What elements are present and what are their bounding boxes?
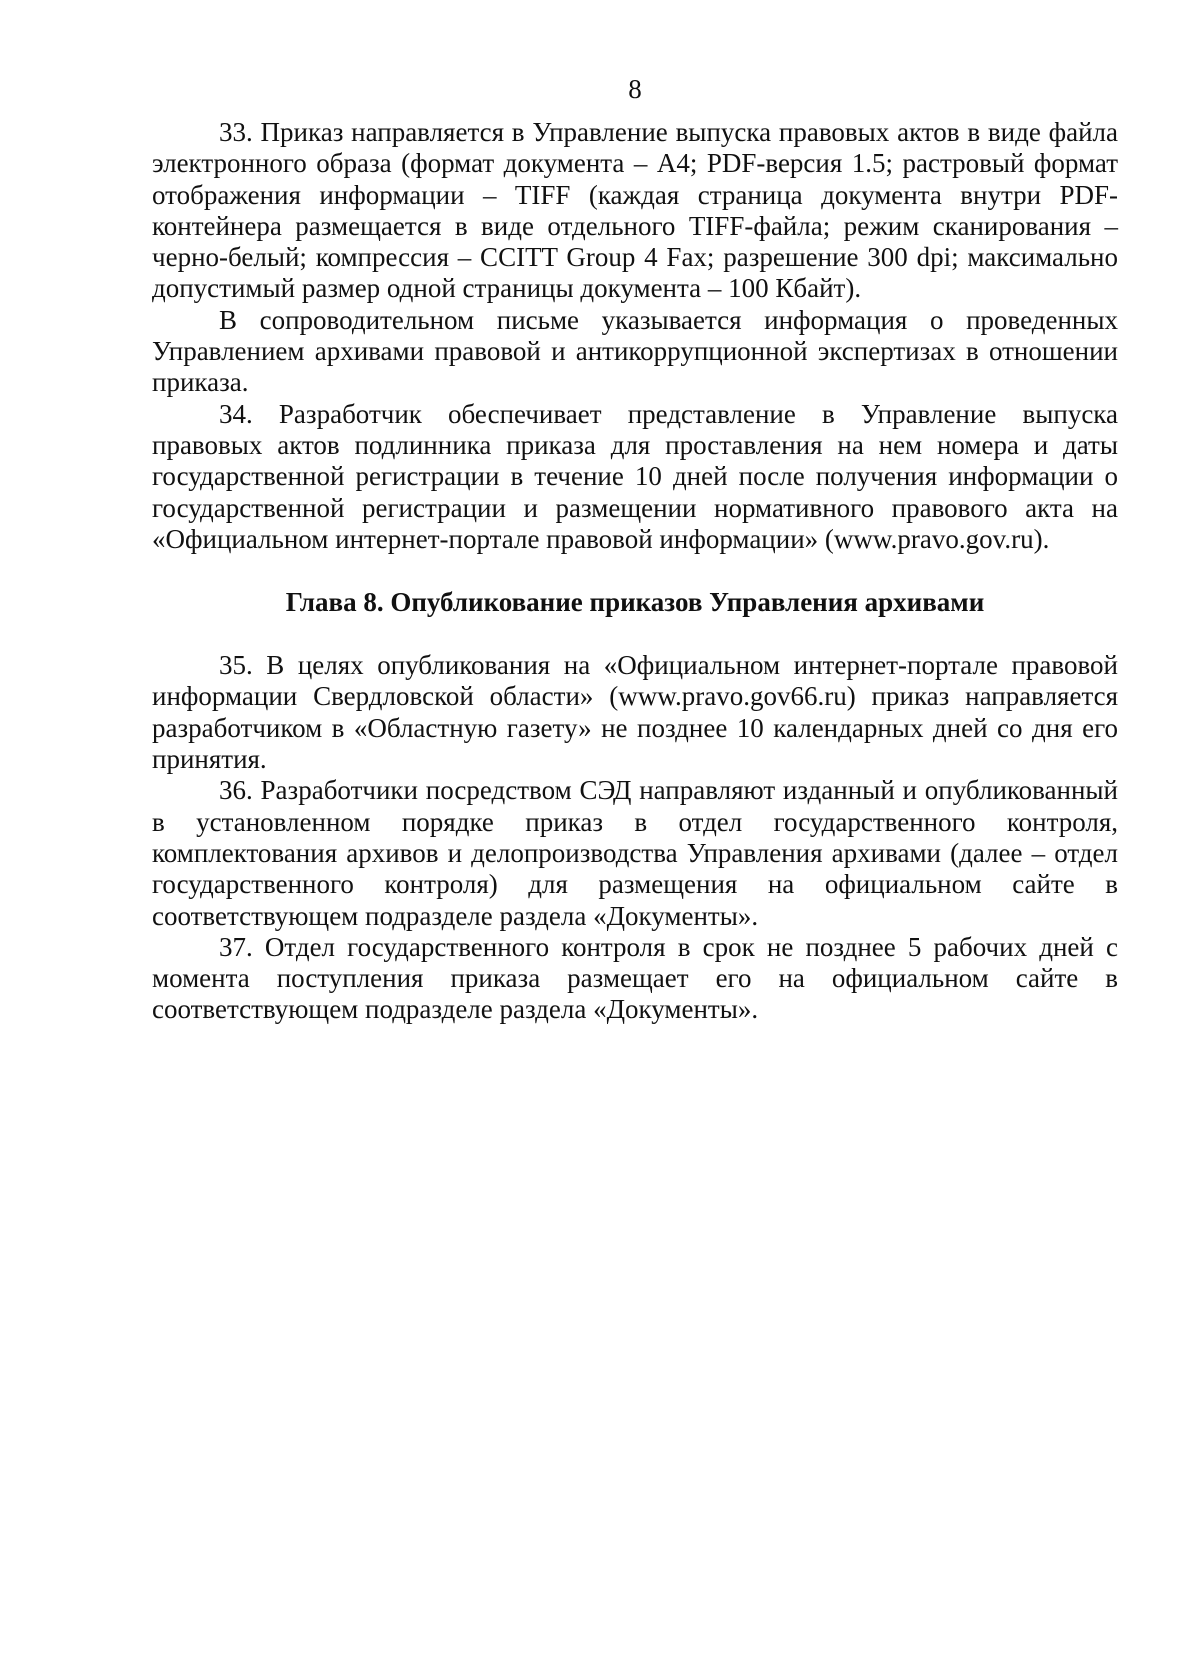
chapter-heading: Глава 8. Опубликование приказов Управления архивами [285, 587, 985, 618]
document-body [152, 117, 1118, 1026]
paragraph-35: 35. В целях опубликования на «Официальном интернет-портале правовой информации Свердловской области» (www.pravo.gov66.ru) приказ направляется разработчиком в «Областную газету» не позднее 10 календарных дней со дня его принятия. [152, 650, 1118, 775]
paragraph-36: 36. Разработчики посредством СЭД направляют изданный и опубликованный в установленном порядке приказ в отдел государственного контроля, комплектования архивов и делопроизводства Управления архивами (далее – отдел государственного контроля) для размещения на официальном сайте в соответствующем подразделе раздела «Документы». [152, 775, 1118, 931]
paragraph-34: 34. Разработчик обеспечивает представление в Управление выпуска правовых актов подлинника приказа для проставления на нем номера и даты государственной регистрации в течение 10 дней после получения информации о государственной регистрации и размещении нормативного правового акта на «Официальном интернет-портале правовой информации» (www.pravo.gov.ru). [152, 398, 1118, 554]
paragraph-37: 37. Отдел государственного контроля в срок не позднее 5 рабочих дней с момента поступления приказа размещает его на официальном сайте в соответствующем подразделе раздела «Документы». [152, 931, 1118, 1025]
page-number: 8 [628, 74, 642, 104]
paragraph-33: 33. Приказ направляется в Управление выпуска правовых актов в виде файла электронного образа (формат документа – А4; PDF-версия 1.5; растровый формат отображения информации – TIFF (каждая страница документа внутри PDF-контейнера размещается в виде отдельного TIFF-файла; режим сканирования – черно-белый; компрессия – CCITT Group 4 Fax; разрешение 300 dpi; максимально допустимый размер одной страницы документа – 100 Кбайт). [152, 117, 1118, 304]
paragraph-33-cover-letter: В сопроводительном письме указывается информация о проведенных Управлением архивами правовой и антикоррупционной экспертизах в отношении приказа. [152, 304, 1118, 398]
